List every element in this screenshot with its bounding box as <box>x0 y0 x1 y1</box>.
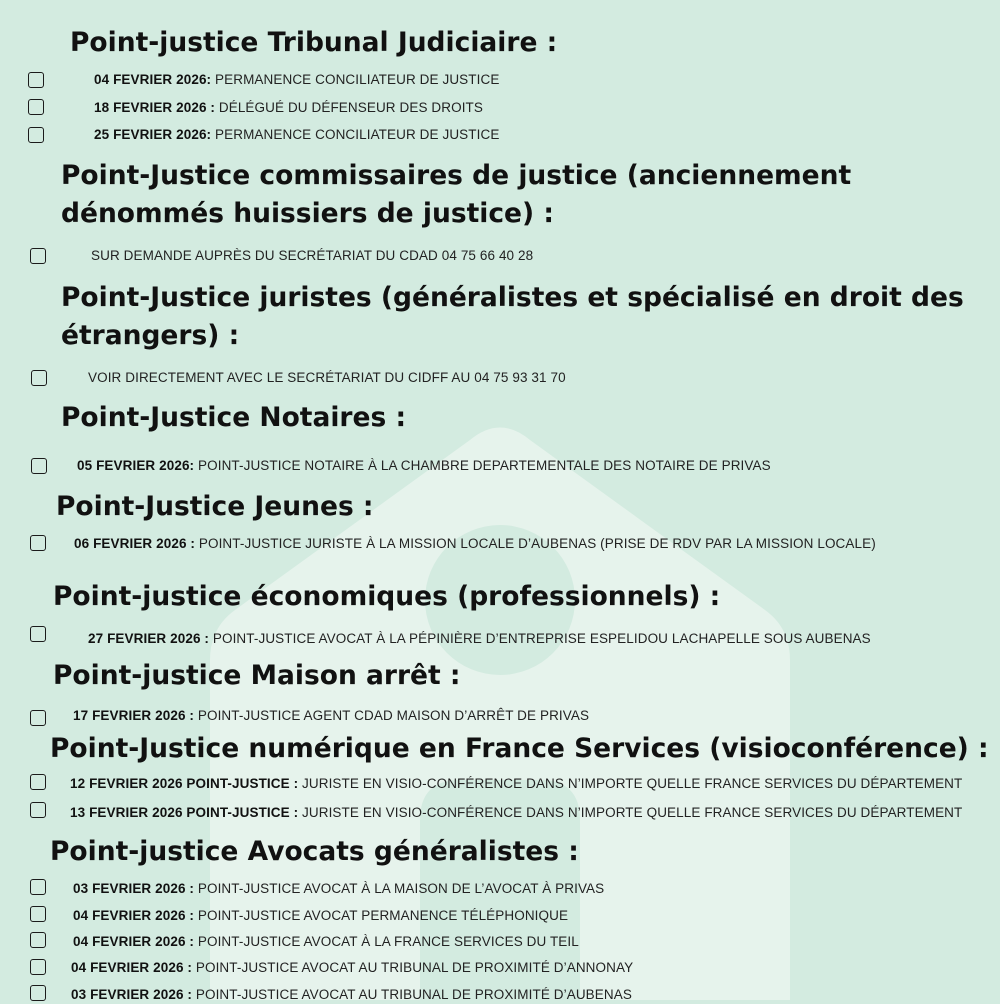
list-item: 27 FEVRIER 2026 : POINT-JUSTICE AVOCAT À LA PÉPINIÈRE D’ENTREPRISE ESPELIDOU LACHAPELLE SOUS AUBENAS <box>88 631 871 646</box>
section-title-avocats-generalistes: Point-justice Avocats généralistes : <box>50 836 579 867</box>
checkbox[interactable] <box>30 248 46 264</box>
list-item: 04 FEVRIER 2026 : POINT-JUSTICE AVOCAT À LA FRANCE SERVICES DU TEIL <box>73 934 579 949</box>
checkbox[interactable] <box>30 932 46 948</box>
checkbox[interactable] <box>30 879 46 895</box>
checkbox[interactable] <box>31 370 47 386</box>
list-item: 04 FEVRIER 2026 : POINT-JUSTICE AVOCAT AU TRIBUNAL DE PROXIMITÉ D’ANNONAY <box>71 960 634 975</box>
checkbox[interactable] <box>28 127 44 143</box>
checkbox[interactable] <box>30 710 46 726</box>
list-item: 06 FEVRIER 2026 : POINT-JUSTICE JURISTE À LA MISSION LOCALE D’AUBENAS (PRISE DE RDV PAR LA MISSION LOCALE) <box>74 536 876 551</box>
section-title-numerique-france-services: Point-Justice numérique en France Services (visioconférence) : <box>50 733 989 764</box>
checkbox[interactable] <box>28 99 44 115</box>
checkbox[interactable] <box>30 802 46 818</box>
list-item: 12 FEVRIER 2026 POINT-JUSTICE : JURISTE EN VISIO-CONFÉRENCE DANS N’IMPORTE QUELLE FRANCE SERVICES DU DÉPARTEMENT <box>70 776 963 791</box>
section-title-economiques: Point-justice économiques (professionnels) : <box>53 581 721 612</box>
list-item: 03 FEVRIER 2026 : POINT-JUSTICE AVOCAT AU TRIBUNAL DE PROXIMITÉ D’AUBENAS <box>71 987 632 1002</box>
checkbox[interactable] <box>30 535 46 551</box>
checkbox[interactable] <box>31 458 47 474</box>
section-title-commissaires-de-justice: Point-Justice commissaires de justice (anciennement dénommés huissiers de justice) : <box>61 160 852 229</box>
list-item: 18 FEVRIER 2026 : DÉLÉGUÉ DU DÉFENSEUR DES DROITS <box>94 100 484 115</box>
list-item: 04 FEVRIER 2026: PERMANENCE CONCILIATEUR DE JUSTICE <box>94 72 500 87</box>
checkbox[interactable] <box>30 959 46 975</box>
list-item: 04 FEVRIER 2026 : POINT-JUSTICE AVOCAT PERMANENCE TÉLÉPHONIQUE <box>73 908 569 923</box>
list-item: SUR DEMANDE AUPRÈS DU SECRÉTARIAT DU CDAD 04 75 66 40 28 <box>91 248 534 263</box>
list-item: 25 FEVRIER 2026: PERMANENCE CONCILIATEUR DE JUSTICE <box>94 127 500 142</box>
list-item: 17 FEVRIER 2026 : POINT-JUSTICE AGENT CDAD MAISON D’ARRÊT DE PRIVAS <box>73 708 590 723</box>
checkbox[interactable] <box>30 774 46 790</box>
section-title-juristes: Point-Justice juristes (généralistes et spécialisé en droit des étrangers) : <box>61 282 964 351</box>
section-title-jeunes: Point-Justice Jeunes : <box>56 491 374 522</box>
list-item: 03 FEVRIER 2026 : POINT-JUSTICE AVOCAT À LA MAISON DE L’AVOCAT À PRIVAS <box>73 881 605 896</box>
section-title-tribunal-judiciaire: Point-justice Tribunal Judiciaire : <box>70 27 558 58</box>
list-item: 05 FEVRIER 2026: POINT-JUSTICE NOTAIRE À LA CHAMBRE DEPARTEMENTALE DES NOTAIRE DE PRIVAS <box>77 458 771 473</box>
list-item: 13 FEVRIER 2026 POINT-JUSTICE : JURISTE EN VISIO-CONFÉRENCE DANS N’IMPORTE QUELLE FRANCE SERVICES DU DÉPARTEMENT <box>70 805 963 820</box>
checkbox[interactable] <box>30 906 46 922</box>
checkbox[interactable] <box>28 72 44 88</box>
list-item: VOIR DIRECTEMENT AVEC LE SECRÉTARIAT DU CIDFF AU 04 75 93 31 70 <box>88 370 566 385</box>
checkbox[interactable] <box>30 626 46 642</box>
section-title-maison-arret: Point-justice Maison arrêt : <box>53 660 461 691</box>
checkbox[interactable] <box>30 985 46 1001</box>
section-title-notaires: Point-Justice Notaires : <box>61 402 407 433</box>
